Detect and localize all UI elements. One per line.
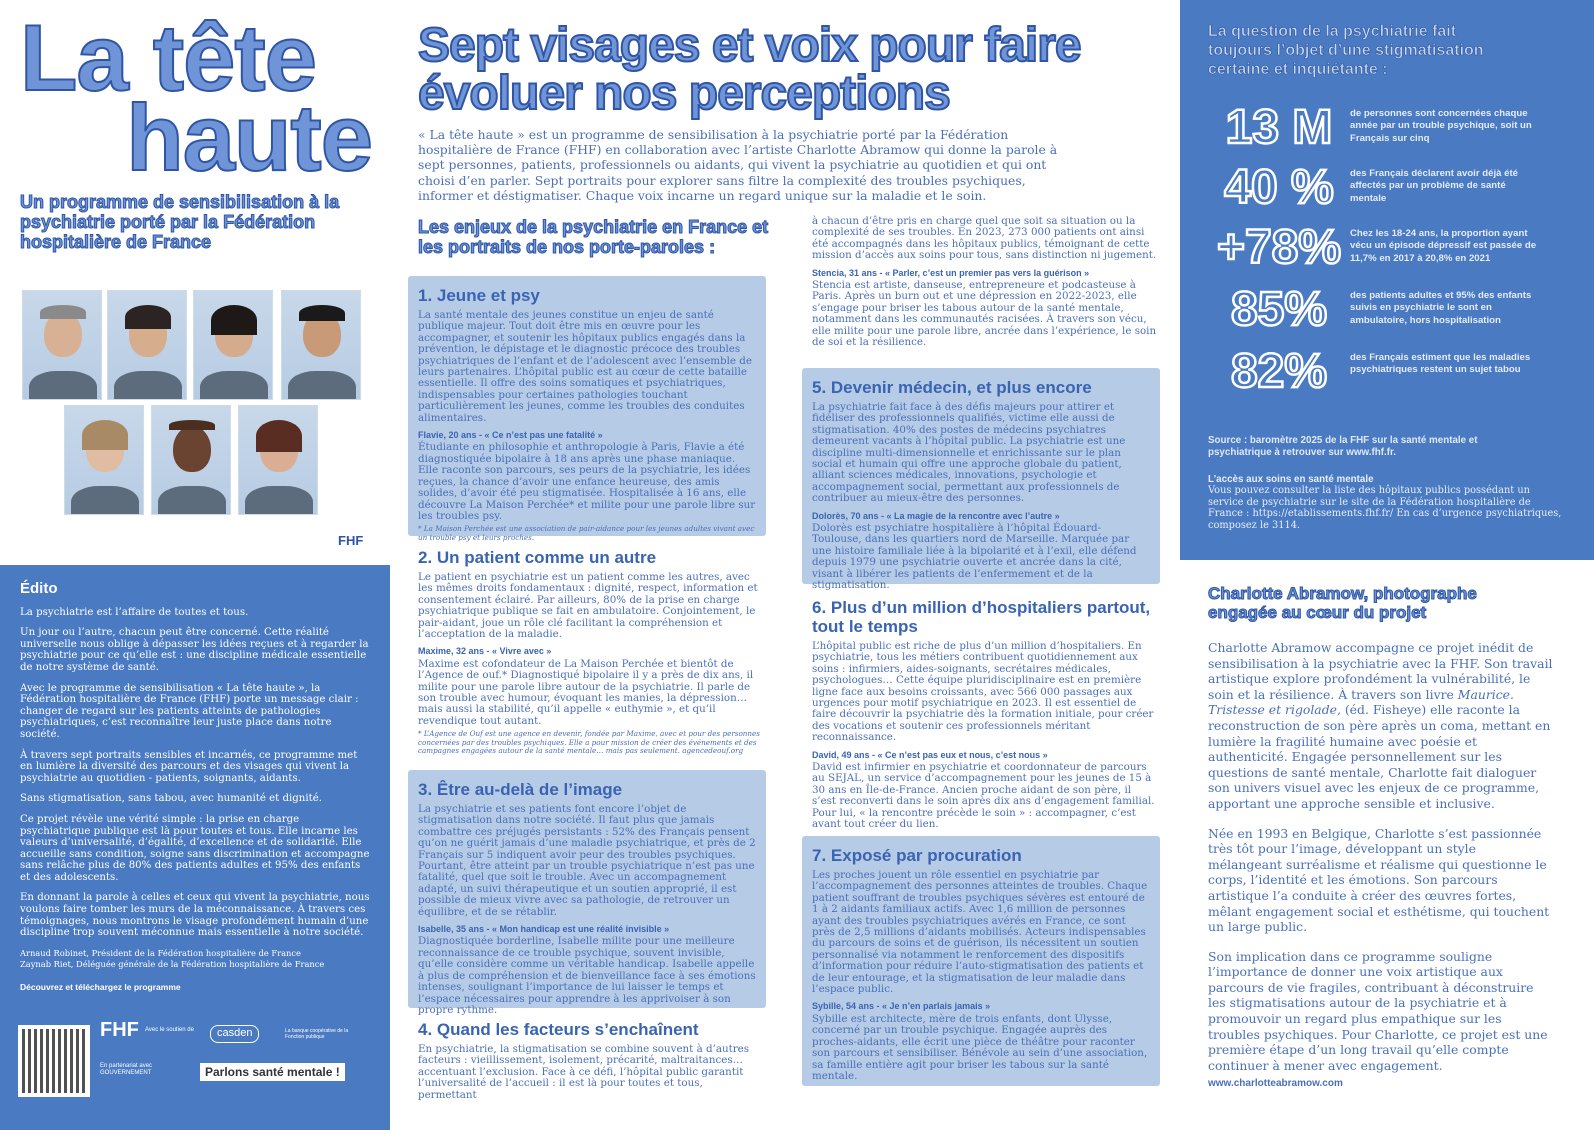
middle-title: Sept visages et voix pour faire évoluer nos perceptions bbox=[418, 19, 1081, 120]
charlotte-text bbox=[1208, 640, 1553, 1087]
stat-1-number: 13 M bbox=[1225, 101, 1333, 154]
section-1-note: * La Maison Perchée est une association de pair-aidance pour les jeunes adultes vivant avec un trouble psy et leurs proches. bbox=[418, 524, 755, 542]
section-6-title: 6. Plus d’un million d’hospitaliers partout, tout le temps bbox=[812, 598, 1151, 636]
casden-tagline: La banque coopérative de la Fonction publique bbox=[285, 1028, 349, 1040]
parlons-sante-mentale-logo: Parlons santé mentale ! bbox=[200, 1063, 345, 1081]
section-3-title: 3. Être au-delà de l’image bbox=[418, 780, 623, 799]
stats-source: Source : baromètre 2025 de la FHF sur la santé mentale et psychiatrique à retrouver sur www.fhf.fr. bbox=[1208, 435, 1478, 459]
section-7-person: Sybille, 54 ans - « Je n’en parlais jamais » bbox=[812, 1001, 991, 1012]
portrait-2 bbox=[107, 290, 187, 400]
fhf-partner-logo: FHF bbox=[100, 1019, 139, 1041]
charlotte-p3: Son implication dans ce programme souligne l’importance de donner une voix artistique aux parcours de vie fragiles, contribuant à déconstruire les stigmatisations autour de la psychiatrie et à promouvoir un regard plus empathique sur les troubles psychiques. Pour Charlotte, ce projet est une première étape d’un long travail qu’elle compte continuer à mener avec engagement. bbox=[1208, 948, 1548, 1073]
section-5-person: Dolorès, 70 ans - « La magie de la rencontre avec l’autre » bbox=[812, 510, 1060, 521]
stat-2-number: 40 % bbox=[1224, 161, 1334, 214]
stat-3 bbox=[1204, 222, 1574, 282]
stats-panel bbox=[1180, 0, 1594, 560]
section-3-card bbox=[408, 770, 766, 1016]
section-3-person: Isabelle, 35 ans - « Mon handicap est une réalité invisible » bbox=[418, 924, 670, 935]
section-4-text: En psychiatrie, la stigmatisation se combine souvent à d’autres facteurs : vieillissement, isolement, précarité, maltraitances… accentuant l’exclusion. Face à ce défi, l’hôpital public garantit l’universalité de l’accueil : il est là pour toutes et tous, permettant bbox=[418, 1043, 750, 1101]
fhf-logo: FHF bbox=[338, 533, 364, 548]
charlotte-p1: Charlotte Abramow accompagne ce projet inédit de sensibilisation à la psychiatrie avec la FHF. Son travail artistique explore profondément la vulnérabilité, le soin et la résilience. À travers son livre Maurice. Tristesse et rigolade, (éd. Fisheye) elle raconte la reconstruction de son père après un coma, mettant en lumière la fragilité humaine avec poésie et authenticité. Engagée personnellement sur les questions de santé mentale, Charlotte fait dialoguer son univers visuel avec les enjeux de ce programme, apportant une approche sensible et inclusive. bbox=[1208, 640, 1553, 811]
edito-p4: À travers sept portraits sensibles et incarnés, ce programme met en lumière la diversité des parcours et des visages qui vivent la psychiatrie au quotidien - patients, soignants, aidants. bbox=[20, 749, 358, 784]
edito-signature-2: Zaynab Riet, Déléguée générale de la Fédération hospitalière de France bbox=[20, 958, 325, 969]
stat-2 bbox=[1204, 162, 1574, 222]
book-title: Maurice. Tristesse et rigolade, bbox=[1208, 686, 1514, 718]
section-4-title: 4. Quand les facteurs s’enchaînent bbox=[418, 1020, 699, 1039]
section-5-card bbox=[802, 368, 1160, 592]
portrait-5 bbox=[64, 405, 144, 515]
stat-4-number: 85% bbox=[1230, 283, 1328, 336]
section-1-person-text: Étudiante en philosophie et anthropologie à Paris, Flavie a été diagnostiquée bipolaire à 18 ans après une phase maniaque. Elle raconte son parcours, ses peurs de la psychiatrie, les idées reçues, la chance d’avoir une enfance heureuse, des amis solides, d’avoir été peu stigmatisée. Hospitalisée à 16 ans, elle découvre La Maison Perchée* et milite pour une parole libre sur les troubles psy. bbox=[418, 441, 756, 522]
download-label: Découvrez et téléchargez le programme bbox=[20, 981, 181, 992]
section-2-title: 2. Un patient comme un autre bbox=[418, 548, 657, 567]
section-7-title: 7. Exposé par procuration bbox=[812, 846, 1022, 865]
stat-2-text: des Français déclarent avoir déjà été affectés par un problème de santé mentale bbox=[1350, 168, 1518, 204]
charlotte-title: Charlotte Abramow, photographe engagée au cœur du projet bbox=[1208, 584, 1477, 622]
portrait-3 bbox=[193, 290, 273, 400]
section-2 bbox=[418, 548, 763, 756]
stats-question: La question de la psychiatrie fait toujours l’objet d’une stigmatisation certaine et inquiétante : bbox=[1208, 23, 1484, 78]
partner-logos bbox=[100, 1019, 350, 1115]
stat-5-text: des Français estiment que les maladies psychiatriques restent un sujet tabou bbox=[1350, 352, 1531, 376]
section-5-person-text: Dolorès est psychiatre hospitalière à l’hôpital Édouard-Toulouse, dans les quartiers nord de Marseille. Marquée par une histoire familiale liée à la bipolarité et à l’exil, elle défend depuis 1979 une psychiatrie ouverte et ancrée dans la cité, visant à libérer les patients de l’enfermement et de la stigmatisation. bbox=[812, 522, 1137, 592]
section-1-title: 1. Jeune et psy bbox=[418, 286, 540, 305]
qr-code[interactable] bbox=[18, 1025, 90, 1097]
title-line-2: haute bbox=[126, 85, 372, 190]
section-4-person-text: Stencia est artiste, danseuse, entrepreneure et podcasteuse à Paris. Après un burn out et une dépression en 2022-2023, elle s’engage pour briser les tabous autour de la santé mentale, notamment dans les communautés racisées. À travers son vécu, elle milite pour une parole libre, ancrée dans l’expérience, le soin de soi et la résilience. bbox=[812, 279, 1157, 349]
edito-p2: Un jour ou l’autre, chacun peut être concerné. Cette réalité universelle nous oblige à dépasser les idées reçues et à regarder la psychiatrie pour ce qu’elle est : une discipline médicale essentielle de notre système de santé. bbox=[20, 627, 369, 673]
section-1-text: La santé mentale des jeunes constitue un enjeu de santé publique majeur. Tout doit être mis en œuvre pour les accompagner, et soutenir les hôpitaux publics engagés dans la prévention, le dépistage et le diagnostic précoce des troubles psychiatriques de l’enfant et de l’adolescent avec l’ensemble de leurs partenaires. L’hôpital public est au cœur de cette bataille essentielle. Il offre des soins somatiques et psychiatriques, indispensables pour certaines pathologies touchant particulièrement les jeunes, comme les troubles des conduites alimentaires. bbox=[418, 309, 752, 424]
edito-panel bbox=[0, 565, 390, 1130]
section-2-text: Le patient en psychiatrie est un patient comme les autres, avec les mêmes droits fondamentaux : dignité, respect, information et consentement éclairé. Par ailleurs, 80% de la prise en charge psychiatrique publique se fait en ambulatoire. Conjointement, le pair-aidant, joue un rôle clé facilitant la compréhension et l’acceptation de la maladie. bbox=[418, 571, 758, 641]
section-1-card bbox=[408, 276, 766, 542]
stat-4 bbox=[1204, 284, 1574, 344]
section-7-card bbox=[802, 836, 1160, 1086]
section-7-person-text: Sybille est architecte, mère de trois enfants, dont Ulysse, concerné par un trouble psychique. Engagée auprès des proches-aidants, elle écrit une pièce de théâtre pour raconter son parcours et sensibiliser. Bénévole au sein d’une association, sa famille entière agit pour briser les tabous sur la santé mentale. bbox=[812, 1012, 1148, 1082]
section-7-text: Les proches jouent un rôle essentiel en psychiatrie par l’accompagnement des personnes atteintes de troubles. Chaque patient souffrant de troubles psychiques sévères est entouré de 1 à 2 aidants familiaux actifs. Avec 1,6 million de personnes ayant des troubles psychiatriques avérés en France, ce sont près de 2,5 millions d’aidants mobilisés. Acteurs indispensables du parcours de soins et de guérison, ils nécessitent un soutien personnalisé via notamment le renforcement des dispositifs d’information pour réduire l’auto-stigmatisation des patients et de leur entourage, et la stigmatisation de leur maladie dans l’espace public. bbox=[812, 869, 1148, 996]
edito-p1: La psychiatrie est l’affaire de toutes et tous. bbox=[20, 606, 249, 618]
section-5-text: La psychiatrie fait face à des défis majeurs pour attirer et fidéliser des professionnels qualifiés, victime elle aussi de stigmatisation. 40% des postes de médecins psychiatres demeurent vacants à l’hôpital public. La psychiatrie est une discipline multi-dimensionnelle et enrichissante sur le plan social et humain qui offre une approche globale du patient, alliant sciences médicales, innovations, psychologie et accompagnement social, permettant aux professionnels de contribuer au mieux-être des personnes. bbox=[812, 401, 1126, 505]
section-4-continued bbox=[812, 216, 1157, 348]
acces-text: Vous pouvez consulter la liste des hôpitaux publics possédant un service de psychiatrie sur le site de la Fédération hospitalière de France : https://etablissements.fhf.fr/ En cas d’urgence psychiatriques, composez le 3114. bbox=[1208, 485, 1562, 531]
enjeux-title: Les enjeux de la psychiatrie en France et les portraits de nos porte-paroles : bbox=[418, 217, 769, 257]
charlotte-website-link[interactable]: www.charlotteabramow.com bbox=[1208, 1078, 1343, 1089]
edito-p6: Ce projet révèle une vérité simple : la prise en charge psychiatrique publique est là pour toutes et tous. Elle incarne les valeurs d’universalité, d’égalité, d’excellence et de solidarité. Elle accueille sans condition, soigne sans discrimination et accompagne sans relâche plus de 80% des patients adultes et 95% des enfants et des adolescents. bbox=[20, 813, 370, 883]
edito-p7: En donnant la parole à celles et ceux qui vivent la psychiatrie, nous voulons faire tomber les murs de la méconnaissance. À travers ces témoignages, nous montrons le visage profondément humain d’une discipline trop souvent méconnue mais essentielle à notre société. bbox=[20, 892, 370, 939]
gouvernement-logo: En partenariat avec GOUVERNEMENT bbox=[100, 1063, 153, 1076]
section-5-title: 5. Devenir médecin, et plus encore bbox=[812, 378, 1092, 397]
edito-signature-1: Arnaud Robinet, Président de la Fédération hospitalière de France bbox=[20, 947, 301, 958]
portrait-1 bbox=[22, 290, 102, 400]
section-4-text-cont: à chacun d’être pris en charge quel que soit sa situation ou la complexité de ses troubles. En 2023, 273 000 patients ont ainsi été accompagnés dans les hôpitaux publics, témoignant de cette mission d’accès aux soins pour tous, sans distinction ni jugement. bbox=[812, 215, 1157, 262]
stat-3-text: Chez les 18-24 ans, la proportion ayant vécu un épisode dépressif est passée de 11,7% en 2017 à 20,8% en 2021 bbox=[1350, 228, 1537, 264]
casden-logo: casden bbox=[210, 1025, 259, 1043]
avec-soutien-label: Avec le soutien de bbox=[145, 1027, 194, 1033]
stat-1 bbox=[1204, 102, 1574, 162]
left-header-panel bbox=[0, 0, 395, 565]
section-6-person: David, 49 ans - « Ce n’est pas eux et nous, c’est nous » bbox=[812, 749, 1048, 760]
section-4 bbox=[418, 1020, 763, 1101]
section-6-text: L’hôpital public est riche de plus d’un million d’hospitaliers. En psychiatrie, tous les métiers contribuent quotidiennement aux soins : infirmiers, aides-soignants, secrétaires médicales, psychologues… Cette équipe pluridisciplinaire est en première ligne face aux besoins croissants, avec 566 000 passages aux urgences pour motif psychiatrique en 2023. Il est essentiel de faire découvrir la psychiatrie dès la formation initiale, pour créer des vocations et soutenir ces professionnels méritant reconnaissance. bbox=[812, 640, 1154, 744]
section-2-note: * L’Agence de Ouf est une agence en devenir, fondée par Maxime, avec et pour des personnes concernées par des troubles psychiques. Elle a pour mission de créer des événements et des campagnes engagées autour de la santé mentale… mais pas seulement. agencedeouf.org bbox=[418, 729, 760, 756]
subtitle: Un programme de sensibilisation à la psychiatrie porté par la Fédération hospitalière de France bbox=[20, 192, 340, 252]
middle-intro: « La tête haute » est un programme de sensibilisation à la psychiatrie porté par la Fédération hospitalière de France (FHF) en collaboration avec l’artiste Charlotte Abramow qui donne la parole à sept personnes, patients, professionnels ou aidants, qui vivent la psychiatrie au quotidien et qui ont choisi d’en parler. Sept portraits pour explorer sans filtre la complexité des troubles psychiques, informer et déstigmatiser. Chaque voix incarne un regard unique sur la maladie et le soin. bbox=[418, 127, 1058, 203]
acces-soins bbox=[1208, 474, 1568, 531]
section-6-person-text: David est infirmier en psychiatrie et coordonnateur de parcours au SEJAL, un service d’accompagnement pour les jeunes de 15 à 30 ans en Île-de-France. Ancien proche aidant de son père, il s’est reconverti dans le soin après dix ans d’engagement familial. Pour lui, « la rencontre précède le soin » : accompagner, c’est avant tout créer du lien. bbox=[812, 761, 1155, 831]
stat-3-number: +78% bbox=[1216, 221, 1342, 274]
edito-p3: Avec le programme de sensibilisation « La tête haute », la Fédération hospitalière de France (FHF) porte un message clair : changer de regard sur les patients atteints de pathologies psychiatriques, c’est reconnaître leur juste place dans notre société. bbox=[20, 682, 359, 740]
section-2-person-text: Maxime est cofondateur de La Maison Perchée et bientôt de l’Agence de ouf.* Diagnostiqué bipolaire il y a près de dix ans, il milite pour une parole libre autour de la psychiatrie. Il parle de son trouble avec humour, évoquant les manies, la dépression… mais aussi la stabilité, qu’il appelle « euthymie », et qu’il revendique tout autant. bbox=[418, 657, 754, 727]
title-line-1: La tête bbox=[20, 5, 316, 110]
charlotte-p2: Née en 1993 en Belgique, Charlotte s’est passionnée très tôt pour l’image, développant un style mélangeant surréalisme et réalisme qui questionne le corps, l’identité et les émotions. Son parcours artistique l’a conduite à créer des œuvres fortes, mêlant engagement social et esthétisme, qui touchent un large public. bbox=[1208, 825, 1550, 935]
stat-5-number: 82% bbox=[1230, 345, 1328, 398]
acces-title: L’accès aux soins en santé mentale bbox=[1208, 474, 1374, 485]
portrait-4 bbox=[281, 290, 361, 400]
portrait-6 bbox=[151, 405, 231, 515]
portrait-7 bbox=[238, 405, 318, 515]
edito-p5: Sans stigmatisation, sans tabou, avec humanité et dignité. bbox=[20, 793, 322, 805]
section-4-person: Stencia, 31 ans - « Parler, c’est un premier pas vers la guérison » bbox=[812, 267, 1090, 278]
stat-1-text: de personnes sont concernées chaque année par un trouble psychique, soit un Français sur cinq bbox=[1350, 108, 1532, 144]
section-3-person-text: Diagnostiquée borderline, Isabelle milite pour une meilleure reconnaissance de ce trouble psychique, souvent invisible, qu’elle considère comme un véritable handicap. Isabelle appelle à plus de compréhension et de bienveillance face à ses émotions intenses, soulignant l’importance de lui laisser le temps et l’espace nécessaires pour apprendre à les apprivoiser à son propre rythme. bbox=[418, 935, 756, 1016]
stat-4-text: des patients adultes et 95% des enfants suivis en psychiatrie le sont en ambulatoire, hors hospitalisation bbox=[1350, 290, 1532, 326]
stat-5 bbox=[1204, 346, 1574, 406]
section-2-person: Maxime, 32 ans - « Vivre avec » bbox=[418, 646, 552, 657]
edito-heading: Édito bbox=[20, 580, 58, 597]
main-title bbox=[20, 5, 380, 190]
section-3-text: La psychiatrie et ses patients font encore l’objet de stigmatisation dans notre société. Il faut plus que jamais combattre ces préjugés persistants : 52% des Français pensent qu’on ne guérit jamais d’une maladie psychiatrique, et près de 2 Français sur 5 indiquent avoir peur des troubles psychiques. Pourtant, être atteint par un trouble psychiatrique n’est pas une fatalité, quel que soit le trouble. Avec un accompagnement adapté, un suivi thérapeutique et un soutien approprié, il est possible de mieux vivre avec sa pathologie, de retrouver un équilibre, et de se rétablir. bbox=[418, 803, 756, 918]
section-6 bbox=[812, 598, 1157, 831]
section-1-person: Flavie, 20 ans - « Ce n’est pas une fatalité » bbox=[418, 430, 603, 441]
